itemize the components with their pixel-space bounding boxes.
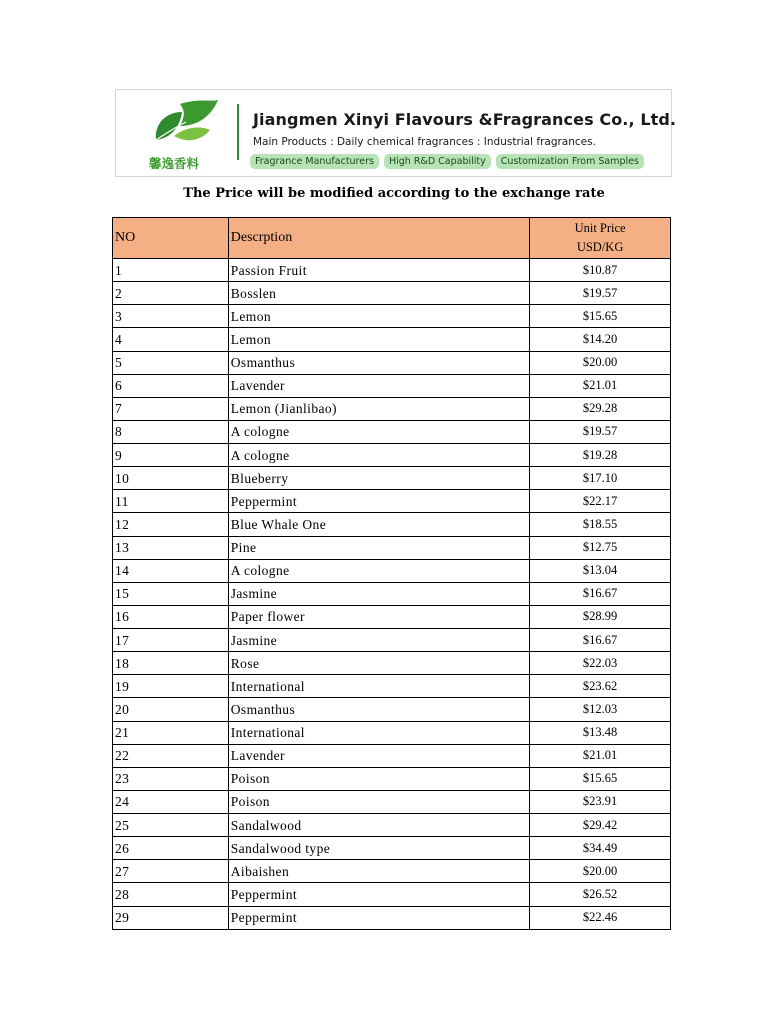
description-cell: Jasmine (228, 629, 529, 652)
table-row (113, 605, 671, 628)
row-number-cell: 4 (113, 328, 229, 351)
logo-chinese-text: 馨逸香料 (149, 156, 200, 171)
table-row (113, 860, 671, 883)
unit-price-cell: $29.28 (530, 397, 671, 420)
feature-tags (250, 154, 644, 169)
description-cell: A cologne (228, 559, 529, 582)
row-number-cell: 22 (113, 744, 229, 767)
table-row (113, 629, 671, 652)
unit-price-cell: $26.52 (530, 883, 671, 906)
unit-price-cell: $28.99 (530, 605, 671, 628)
unit-price-cell: $22.17 (530, 490, 671, 513)
table-row (113, 675, 671, 698)
table-row (113, 721, 671, 744)
table-row (113, 883, 671, 906)
row-number-cell: 10 (113, 467, 229, 490)
table-row (113, 397, 671, 420)
unit-price-cell: $10.87 (530, 259, 671, 282)
row-number-cell: 19 (113, 675, 229, 698)
unit-price-cell: $19.28 (530, 444, 671, 467)
table-row (113, 513, 671, 536)
table-row (113, 467, 671, 490)
row-number-cell: 12 (113, 513, 229, 536)
feature-tag: High R&D Capability (384, 154, 491, 169)
column-header-no: NO (113, 218, 229, 259)
description-cell: International (228, 721, 529, 744)
description-cell: Peppermint (228, 883, 529, 906)
company-name: Jiangmen Xinyi Flavours &Fragrances Co., Ltd. (253, 110, 677, 129)
unit-price-cell: $23.91 (530, 790, 671, 813)
description-cell: Sandalwood type (228, 837, 529, 860)
column-header-unit-price (530, 218, 671, 259)
table-row (113, 559, 671, 582)
row-number-cell: 8 (113, 420, 229, 443)
unit-price-cell: $19.57 (530, 420, 671, 443)
unit-price-label: Unit Price (574, 221, 626, 235)
description-cell: Passion Fruit (228, 259, 529, 282)
table-row (113, 328, 671, 351)
description-cell: Osmanthus (228, 351, 529, 374)
description-cell: Blue Whale One (228, 513, 529, 536)
description-cell: A cologne (228, 444, 529, 467)
table-row (113, 536, 671, 559)
leaf-logo-icon (146, 96, 226, 174)
table-body (113, 259, 671, 930)
description-cell: A cologne (228, 420, 529, 443)
row-number-cell: 23 (113, 767, 229, 790)
row-number-cell: 18 (113, 652, 229, 675)
description-cell: Poison (228, 790, 529, 813)
main-products-text: Main Products : Daily chemical fragrances : Industrial fragrances. (253, 136, 596, 148)
unit-price-cell: $12.03 (530, 698, 671, 721)
row-number-cell: 28 (113, 883, 229, 906)
column-header-description: Descrption (228, 218, 529, 259)
table-header-row (113, 218, 671, 259)
description-cell: Sandalwood (228, 814, 529, 837)
unit-price-cell: $15.65 (530, 305, 671, 328)
feature-tag: Fragrance Manufacturers (250, 154, 379, 169)
row-number-cell: 1 (113, 259, 229, 282)
description-cell: Osmanthus (228, 698, 529, 721)
row-number-cell: 26 (113, 837, 229, 860)
table-row (113, 259, 671, 282)
row-number-cell: 24 (113, 790, 229, 813)
description-cell: Bosslen (228, 282, 529, 305)
unit-price-cell: $21.01 (530, 374, 671, 397)
row-number-cell: 7 (113, 397, 229, 420)
unit-price-cell: $16.67 (530, 582, 671, 605)
row-number-cell: 17 (113, 629, 229, 652)
row-number-cell: 2 (113, 282, 229, 305)
description-cell: Lemon (Jianlibao) (228, 397, 529, 420)
price-table (112, 217, 671, 930)
description-cell: Jasmine (228, 582, 529, 605)
unit-price-unit: USD/KG (576, 240, 624, 254)
unit-price-cell: $34.49 (530, 837, 671, 860)
company-banner (115, 89, 677, 177)
description-cell: Peppermint (228, 906, 529, 929)
table-row (113, 490, 671, 513)
description-cell: Peppermint (228, 490, 529, 513)
unit-price-cell: $13.48 (530, 721, 671, 744)
row-number-cell: 21 (113, 721, 229, 744)
unit-price-cell: $20.00 (530, 860, 671, 883)
table-row (113, 814, 671, 837)
table-row (113, 444, 671, 467)
row-number-cell: 11 (113, 490, 229, 513)
description-cell: Lavender (228, 374, 529, 397)
unit-price-cell: $15.65 (530, 767, 671, 790)
description-cell: Lemon (228, 305, 529, 328)
unit-price-cell: $29.42 (530, 814, 671, 837)
description-cell: Pine (228, 536, 529, 559)
unit-price-cell: $22.46 (530, 906, 671, 929)
unit-price-cell: $21.01 (530, 744, 671, 767)
table-row (113, 744, 671, 767)
feature-tag: Customization From Samples (496, 154, 644, 169)
description-cell: Blueberry (228, 467, 529, 490)
row-number-cell: 20 (113, 698, 229, 721)
table-row (113, 652, 671, 675)
description-cell: Paper flower (228, 605, 529, 628)
row-number-cell: 13 (113, 536, 229, 559)
row-number-cell: 29 (113, 906, 229, 929)
row-number-cell: 14 (113, 559, 229, 582)
table-row (113, 837, 671, 860)
table-row (113, 906, 671, 929)
unit-price-cell: $14.20 (530, 328, 671, 351)
row-number-cell: 6 (113, 374, 229, 397)
row-number-cell: 27 (113, 860, 229, 883)
unit-price-cell: $20.00 (530, 351, 671, 374)
table-row (113, 790, 671, 813)
table-row (113, 698, 671, 721)
description-cell: Rose (228, 652, 529, 675)
row-number-cell: 16 (113, 605, 229, 628)
banner-divider (237, 104, 239, 160)
row-number-cell: 15 (113, 582, 229, 605)
unit-price-cell: $12.75 (530, 536, 671, 559)
row-number-cell: 25 (113, 814, 229, 837)
unit-price-cell: $23.62 (530, 675, 671, 698)
description-cell: Aibaishen (228, 860, 529, 883)
unit-price-cell: $17.10 (530, 467, 671, 490)
unit-price-cell: $19.57 (530, 282, 671, 305)
table-row (113, 305, 671, 328)
unit-price-cell: $18.55 (530, 513, 671, 536)
description-cell: International (228, 675, 529, 698)
table-row (113, 282, 671, 305)
row-number-cell: 5 (113, 351, 229, 374)
unit-price-cell: $16.67 (530, 629, 671, 652)
table-row (113, 374, 671, 397)
table-row (113, 351, 671, 374)
exchange-rate-notice: The Price will be modified according to the exchange rate (183, 186, 605, 201)
row-number-cell: 3 (113, 305, 229, 328)
description-cell: Lavender (228, 744, 529, 767)
row-number-cell: 9 (113, 444, 229, 467)
unit-price-cell: $22.03 (530, 652, 671, 675)
table-row (113, 767, 671, 790)
table-row (113, 420, 671, 443)
description-cell: Lemon (228, 328, 529, 351)
description-cell: Poison (228, 767, 529, 790)
table-row (113, 582, 671, 605)
unit-price-cell: $13.04 (530, 559, 671, 582)
